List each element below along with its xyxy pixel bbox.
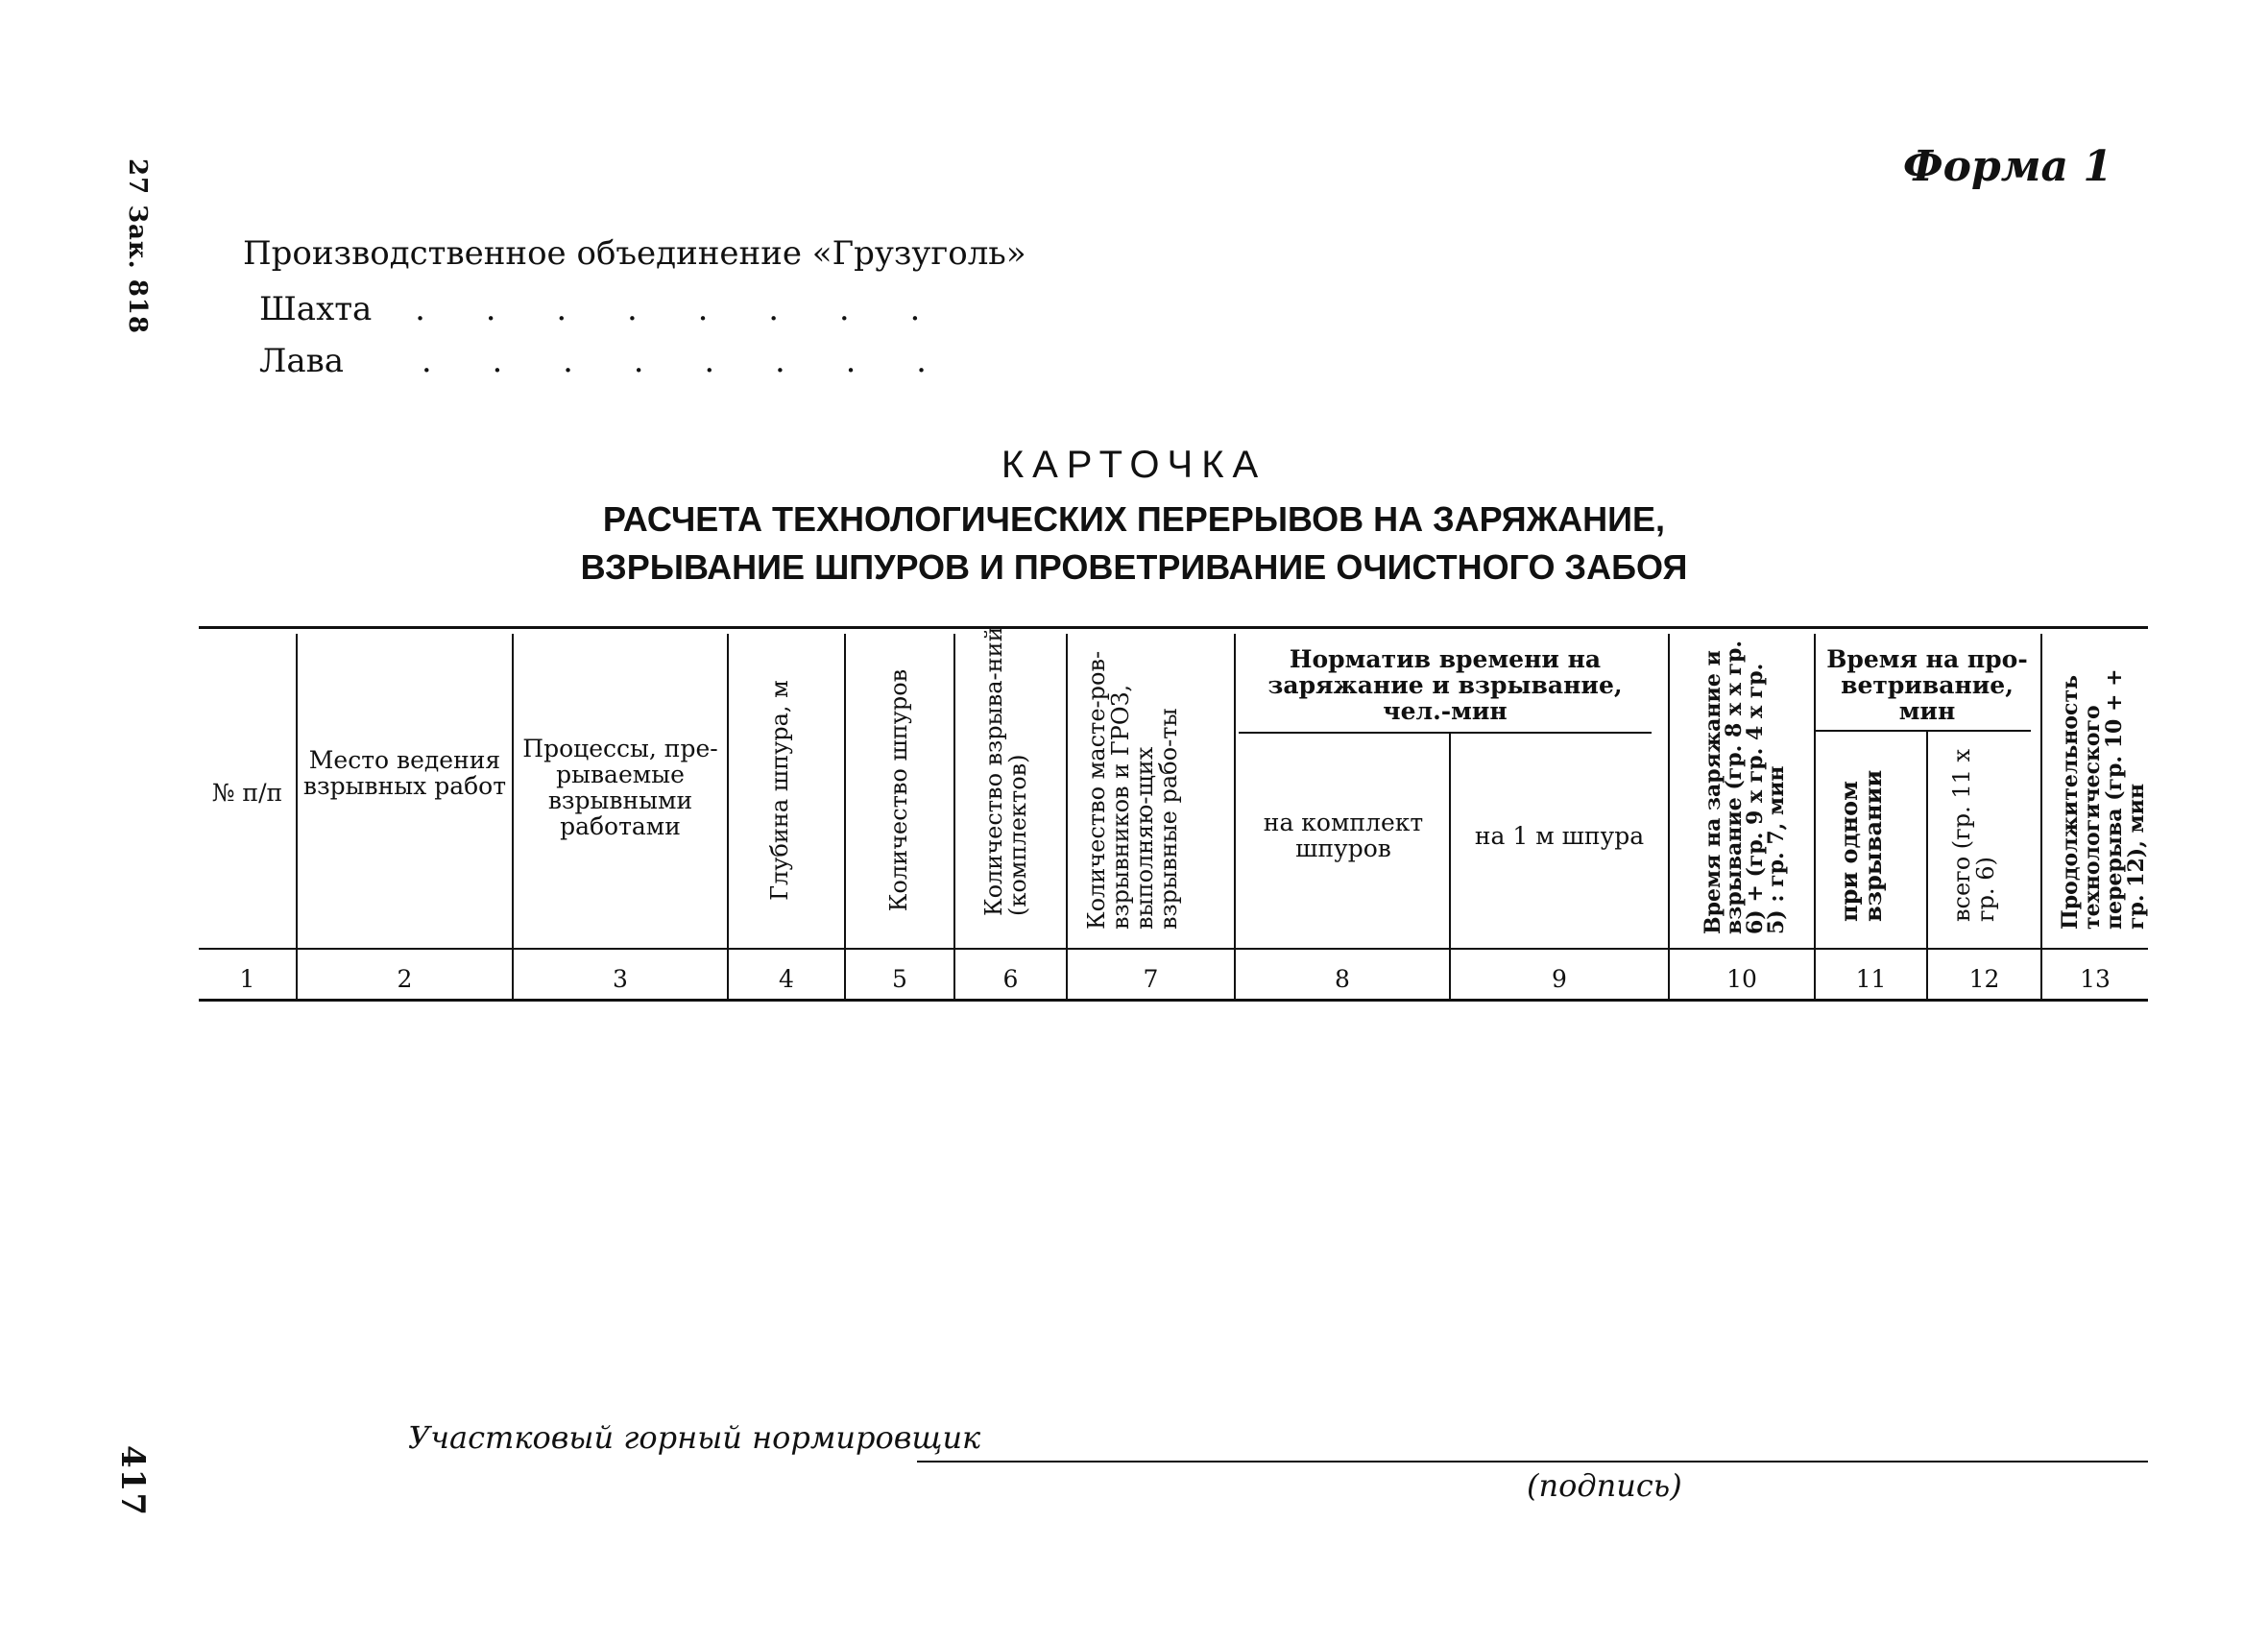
card-title: КАРТОЧКА — [1001, 444, 1267, 486]
col-divider — [1926, 732, 1928, 999]
header-col-13: Продолжительность технологического перерыва (гр. 10 + + гр. 12), мин — [2058, 668, 2149, 930]
col-number: 8 — [1335, 965, 1350, 993]
header-col-2: Место ведения взрывных работ — [302, 746, 507, 800]
table-bottom-rule — [199, 999, 2148, 1002]
face-label: Лава — [259, 342, 345, 380]
header-col-5: Количество шпуров — [884, 668, 912, 912]
col-number: 6 — [1002, 965, 1019, 993]
col-divider — [1234, 634, 1236, 999]
header-col-1: № п/п — [211, 778, 283, 807]
col-number: 11 — [1855, 965, 1887, 993]
header-col-10: Время на заряжание и взрывание (гр. 8 х х гр. 6) + (гр. 9 х гр. 4 х гр. 5) : гр. 7, мин — [1701, 640, 1789, 934]
signature-line — [917, 1461, 2148, 1463]
header-col-8: на комплект шпуров — [1263, 809, 1424, 862]
card-subtitle-line2: ВЗРЫВАНИЕ ШПУРОВ И ПРОВЕТРИВАНИЕ ОЧИСТНОГО ЗАБОЯ — [580, 547, 1688, 587]
col-divider — [1814, 634, 1816, 999]
col-number: 1 — [239, 965, 255, 993]
mine-line — [259, 290, 945, 328]
col-number: 4 — [779, 965, 794, 993]
association-line: Производственное объединение «Грузуголь» — [243, 234, 1026, 273]
col-number: 3 — [613, 965, 628, 993]
header-norm-group: Норматив времени на заряжание и взрывание, чел.-мин — [1267, 644, 1623, 725]
col-number: 9 — [1552, 965, 1567, 993]
header-col-4: Глубина шпура, м — [765, 680, 793, 901]
mine-dots: . . . . . . . . — [415, 290, 946, 328]
form-label: Форма 1 — [1902, 142, 2112, 191]
signature-caption: (подпись) — [1527, 1467, 1682, 1504]
col-number: 7 — [1143, 965, 1159, 993]
header-vent-group: Время на про-ветривание, мин — [1826, 644, 2028, 725]
card-subtitle-line1: РАСЧЕТА ТЕХНОЛОГИЧЕСКИХ ПЕРЕРЫВОВ НА ЗАРЯЖАНИЕ, — [602, 499, 1666, 539]
col-number: 5 — [892, 965, 907, 993]
norm-group-rule — [1239, 732, 1652, 734]
col-number: 12 — [1968, 965, 2000, 993]
header-bottom-rule — [199, 948, 2148, 950]
page-number: 417 — [113, 1445, 152, 1516]
col-number: 10 — [1726, 965, 1757, 993]
header-col-7: Количество масте-ров-взрывников и ГРОЗ, выполняю-щих взрывные рабо-ты — [1083, 650, 1182, 930]
signature-label: Участковый горный нормировщик — [408, 1419, 981, 1456]
header-col-9: на 1 м шпура — [1474, 821, 1645, 850]
header-col-3: Процессы, пре-рываемые взрывными работами — [522, 735, 718, 840]
face-dots: . . . . . . . . — [421, 342, 952, 380]
mine-label: Шахта — [259, 290, 373, 328]
order-mark: 27 Зак. 818 — [123, 158, 152, 334]
header-col-12: всего (гр. 11 х гр. 6) — [1948, 748, 1999, 922]
col-number: 2 — [397, 965, 413, 993]
col-divider — [1668, 634, 1670, 999]
col-number: 13 — [2080, 965, 2111, 993]
header-col-6: Количество взрыва-ний (комплектов) — [980, 626, 1031, 916]
header-col-11: при одном взрывании — [1835, 769, 1887, 922]
col-divider — [296, 634, 298, 999]
face-line — [259, 342, 952, 380]
